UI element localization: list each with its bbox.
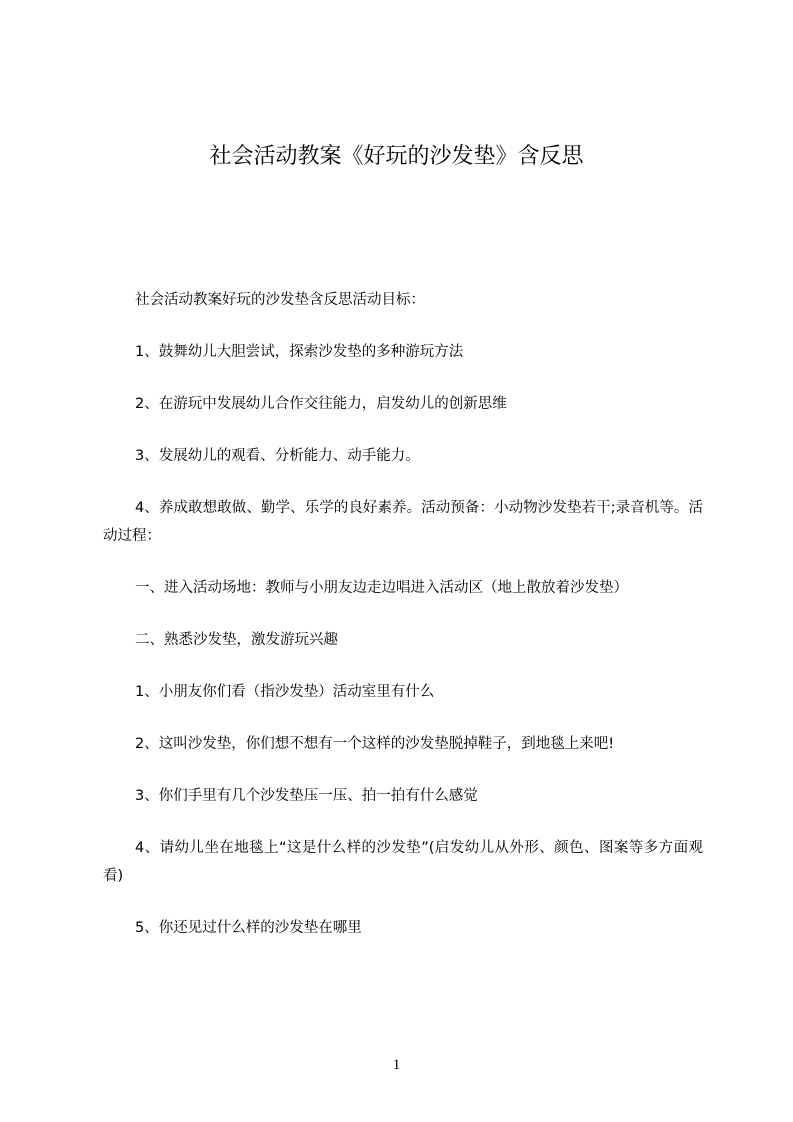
paragraph-substep-1: 1、小朋友你们看（指沙发垫）活动室里有什么 bbox=[135, 684, 435, 700]
paragraph-substep-4: 4、请幼儿坐在地毯上“这是什么样的沙发垫”(启发幼儿从外形、颜色、图案等多方面观看) bbox=[103, 840, 703, 884]
paragraph-intro: 社会活动教案好玩的沙发垫含反思活动目标： bbox=[135, 292, 425, 308]
paragraph-substep-2: 2、这叫沙发垫，你们想不想有一个这样的沙发垫脱掉鞋子，到地毯上来吧! bbox=[135, 736, 615, 752]
paragraph-goal-3: 3、发展幼儿的观看、分析能力、动手能力。 bbox=[135, 448, 420, 464]
page-number: 1 bbox=[392, 1057, 401, 1073]
paragraph-substep-3: 3、你们手里有几个沙发垫压一压、拍一拍有什么感觉 bbox=[135, 788, 478, 804]
paragraph-step-1: 一、进入活动场地：教师与小朋友边走边唱进入活动区（地上散放着沙发垫） bbox=[135, 580, 628, 596]
paragraph-goal-4: 4、养成敢想敢做、勤学、乐学的良好素养。活动预备：小动物沙发垫若干;录音机等。活动过程： bbox=[103, 500, 703, 544]
paragraph-goal-2: 2、在游玩中发展幼儿合作交往能力，启发幼儿的创新思维 bbox=[135, 396, 507, 412]
paragraph-goal-1: 1、鼓舞幼儿大胆尝试，探索沙发垫的多种游玩方法 bbox=[135, 344, 464, 360]
document-title: 社会活动教案《好玩的沙发垫》含反思 bbox=[209, 144, 584, 169]
document-body bbox=[103, 286, 703, 966]
paragraph-step-2: 二、熟悉沙发垫，激发游玩兴趣 bbox=[135, 632, 338, 648]
paragraph-substep-5: 5、你还见过什么样的沙发垫在哪里 bbox=[135, 920, 362, 936]
